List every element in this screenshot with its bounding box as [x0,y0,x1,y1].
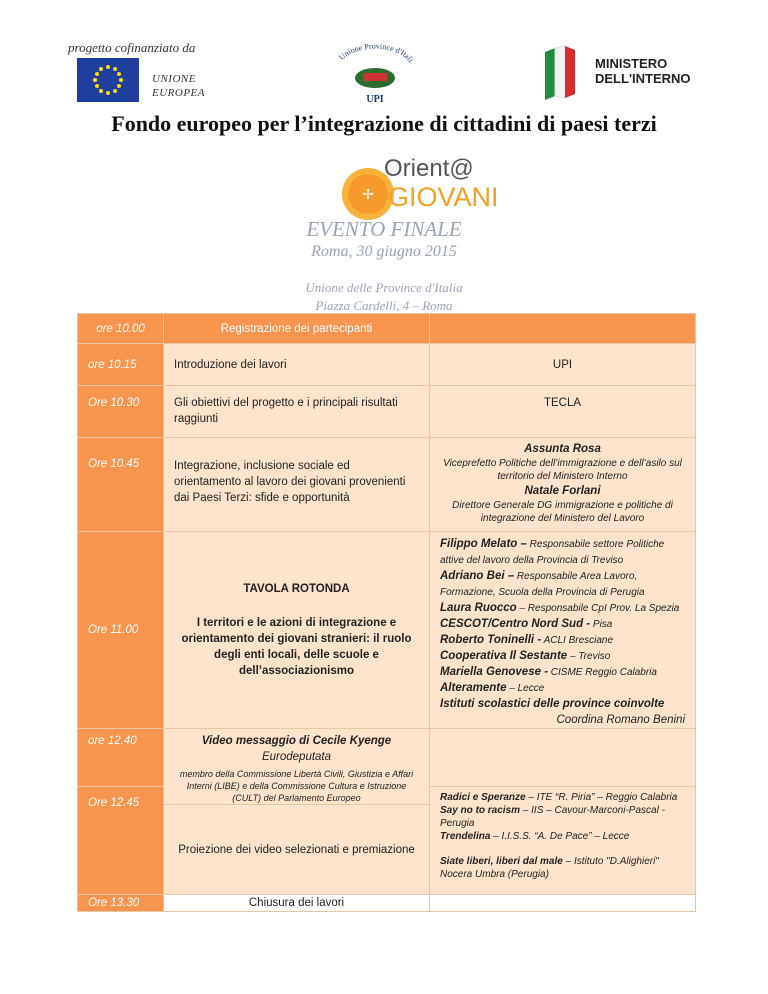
program-table [77,313,696,912]
activity-cell: Introduzione dei lavori [164,344,430,386]
program-row [78,438,696,532]
program-row [78,895,696,912]
speaker-cell [430,532,696,729]
round-table-title: TAVOLA ROTONDA [243,583,350,595]
svg-text:✢: ✢ [362,186,374,202]
video-item [440,791,685,804]
speaker-role: Pisa [590,619,613,630]
speaker-role: Viceprefetto Politiche dell’immigrazione e dell’asilo sul territorio del Ministero Interno [443,458,682,482]
speaker-name: Natale Forlani [524,485,601,497]
time-cell: Ore 12.45 [78,787,164,895]
video-item [440,830,685,843]
speaker-role: Direttore Generale DG immigrazione e politiche di integrazione del Ministero del Lavoro [452,500,673,524]
speaker-item [440,616,685,632]
video-rest: – IIS – Cavour-Marconi-Pascal - Perugia [440,805,665,829]
speaker-name: Roberto Toninelli - [440,634,542,646]
video-rest: – ITE “R. Piria” – Reggio Calabria [525,792,678,803]
speaker-item [440,632,685,648]
video-subtitle: Eurodeputata [261,751,332,763]
time-cell: ore 12.40 [78,729,164,787]
speaker-list [440,536,685,712]
speaker-name: CESCOT/Centro Nord Sud - [440,618,591,630]
video-title: Video messaggio di Cecile Kyenge [201,735,392,747]
program-row [78,314,696,344]
speaker-name: Filippo Melato – [440,538,527,550]
speaker-item [440,536,685,568]
logo-word1: Orient@ [384,155,474,182]
video-name: Trendelina [440,831,491,842]
video-extra-name: Siate liberi, liberi dal male [440,856,563,867]
speaker-name: Mariella Genovese - [440,666,549,678]
speaker-cell [430,787,696,895]
time-cell: Ore 13.30 [78,895,164,912]
eu-line2: EUROPEA [152,87,205,99]
ministero-line1: MINISTERO [595,56,668,71]
orient-giovani-logo [326,150,496,220]
speaker-cell [430,438,696,532]
eu-label [152,72,205,100]
venue-line2: Piazza Cardelli, 4 – Roma [315,298,453,313]
speaker-cell [430,729,696,787]
activity-cell: Integrazione, inclusione sociale ed orientamento al lavoro dei giovani provenienti dai Paesi Terzi: sfide e opportunità [164,438,430,532]
speaker-role: Responsabile Area Lavoro, Formazione, Scuola della Provincia di Perugia [440,571,645,598]
page-title: Fondo europeo per l’integrazione di cittadini di paesi terzi [111,111,657,136]
ministero-line2: DELL'INTERNO [595,71,691,86]
program-row [78,386,696,438]
video-extra [440,855,685,881]
speaker-role: – Lecce [506,683,545,694]
program-row [78,344,696,386]
time-cell: Ore 10.45 [78,438,164,532]
eu-flag-icon [77,58,139,102]
video-name: Say no to racism [440,805,521,816]
speaker-item [440,648,685,664]
activity-cell [164,532,430,729]
cofinanziato-label: progetto cofinanziato da [68,40,196,55]
video-description: membro della Commissione Libertà Civili, Giustizia e Affari Interni (LIBE) e della Commissione Cultura e Istruzione (CULT) del Parlamento Europeo [179,769,414,803]
video-list [440,791,685,843]
event-date: Roma, 30 giugno 2015 [311,243,457,260]
upi-arc-text: Unione Province d'Itali [337,41,416,64]
evento-title: EVENTO FINALE [306,217,462,241]
activity-cell: Proiezione dei video selezionati e premiazione [164,805,430,895]
speaker-item [440,568,685,600]
speaker-item [440,600,685,616]
activity-cell: Chiusura dei lavori [164,895,430,912]
upi-label: UPI [366,94,384,105]
time-cell: Ore 11.00 [78,532,164,729]
speaker-name: Adriano Bei – [440,570,515,582]
speaker-name: Laura Ruocco [440,602,517,614]
speaker-name: Assunta Rosa [524,443,601,455]
video-rest: – I.I.S.S. “A. De Pace” – Lecce [490,831,630,842]
activity-cell: Gli obiettivi del progetto e i principali risultati raggiunti [164,386,430,438]
speaker-role: ACLI Bresciane [541,635,614,646]
video-name: Radici e Speranze [440,792,526,803]
time-cell: ore 10.00 [78,314,164,344]
speaker-item [440,664,685,680]
speaker-cell: UPI [430,344,696,386]
speaker-cell [430,895,696,912]
speaker-cell [430,314,696,344]
speaker-role: – Treviso [567,651,611,662]
speaker-item [440,696,685,712]
upi-logo [330,40,420,106]
video-extra-rest: – Istituto "D.Alighieri" Nocera Umbra (Perugia) [440,856,659,880]
coordinator: Coordina Romano Benini [556,714,685,726]
speaker-role: – Responsabile CpI Prov. La Spezia [516,603,680,614]
speaker-name: Cooperativa Il Sestante [440,650,568,662]
round-table-subtitle: I territori e le azioni di integrazione e orientamento dei giovani stranieri: il ruolo degli enti locali, delle scuole e dell’associazionismo [181,617,412,677]
venue-line1: Unione delle Province d'Italia [305,280,463,295]
time-cell: Ore 10.30 [78,386,164,438]
time-cell: ore 10.15 [78,344,164,386]
activity-cell: Registrazione dei partecipanti [164,314,430,344]
eu-line1: UNIONE [152,73,196,85]
speaker-role: CISME Reggio Calabria [548,667,657,678]
program-row [78,532,696,729]
speaker-name: Alteramente [440,682,507,694]
program-row [78,729,696,787]
speaker-cell: TECLA [430,386,696,438]
speaker-role: Responsabile settore Politiche attive del lavoro della Provincia di Treviso [440,539,665,566]
activity-cell [164,729,430,805]
speaker-name: Istituti scolastici delle province coinvolte [440,698,665,710]
video-item [440,804,685,830]
speaker-item [440,680,685,696]
ministero-logo [541,44,701,100]
logo-word2: GIOVANI [388,182,496,212]
svg-text:Unione Province d'Italia [330,40,416,65]
